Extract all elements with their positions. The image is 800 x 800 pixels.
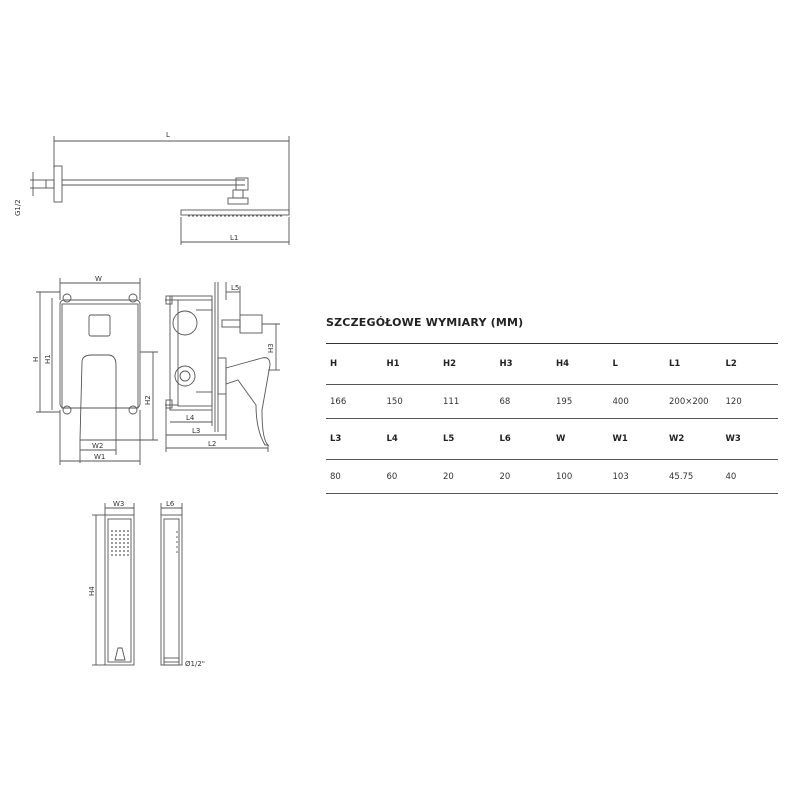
header-cell: H [326,344,383,385]
value-cell: 45.75 [665,460,722,494]
label-L4: L4 [186,414,195,422]
value-cell: 40 [722,460,779,494]
header-cell: H3 [496,344,553,385]
header-cell: W3 [722,419,779,460]
header-cell: W [552,419,609,460]
header-cell: W2 [665,419,722,460]
value-cell: 150 [383,385,440,419]
label-D12: Ø1/2" [185,660,205,668]
value-cell: 80 [326,460,383,494]
header-cell: H2 [439,344,496,385]
label-L5: L5 [231,284,240,292]
value-row-1 [326,385,778,419]
label-L: L [166,131,170,139]
header-row-2 [326,419,778,460]
label-L2: L2 [208,440,217,448]
header-cell: L6 [496,419,553,460]
label-L6: L6 [166,500,175,508]
value-cell: 166 [326,385,383,419]
header-cell: H1 [383,344,440,385]
value-cell: 400 [609,385,666,419]
nozzle-grid-front [111,530,129,556]
label-W2: W2 [92,442,104,450]
header-row-1 [326,344,778,385]
dimensions-panel [326,316,778,494]
label-W: W [95,275,102,283]
value-cell: 103 [609,460,666,494]
mixer-side-drawing [165,282,280,452]
value-row-2 [326,460,778,494]
value-cell: 68 [496,385,553,419]
label-G12: G1/2 [14,199,22,216]
header-cell: L4 [383,419,440,460]
label-L3: L3 [192,427,201,435]
value-cell: 200×200 [665,385,722,419]
value-cell: 111 [439,385,496,419]
label-H3: H3 [267,343,275,353]
value-cell: 195 [552,385,609,419]
header-cell: L2 [722,344,779,385]
header-cell: L [609,344,666,385]
value-cell: 100 [552,460,609,494]
nozzle-dots-side [176,531,178,553]
label-H4: H4 [88,586,96,596]
label-L1: L1 [230,234,239,242]
header-cell: H4 [552,344,609,385]
value-cell: 60 [383,460,440,494]
dimensions-title: SZCZEGÓŁOWE WYMIARY (MM) [326,316,524,329]
value-cell: 20 [496,460,553,494]
header-cell: L5 [439,419,496,460]
label-H1: H1 [44,354,52,364]
dimensions-table [326,343,778,494]
header-cell: L3 [326,419,383,460]
label-H2: H2 [144,395,152,405]
hand-shower-drawing [92,503,182,665]
header-cell: L1 [665,344,722,385]
label-W1: W1 [94,453,106,461]
mixer-front-drawing [36,278,158,465]
label-W3: W3 [113,500,125,508]
label-H: H [32,356,40,362]
value-cell: 20 [439,460,496,494]
shower-arm-drawing [30,136,289,245]
value-cell: 120 [722,385,779,419]
header-cell: W1 [609,419,666,460]
